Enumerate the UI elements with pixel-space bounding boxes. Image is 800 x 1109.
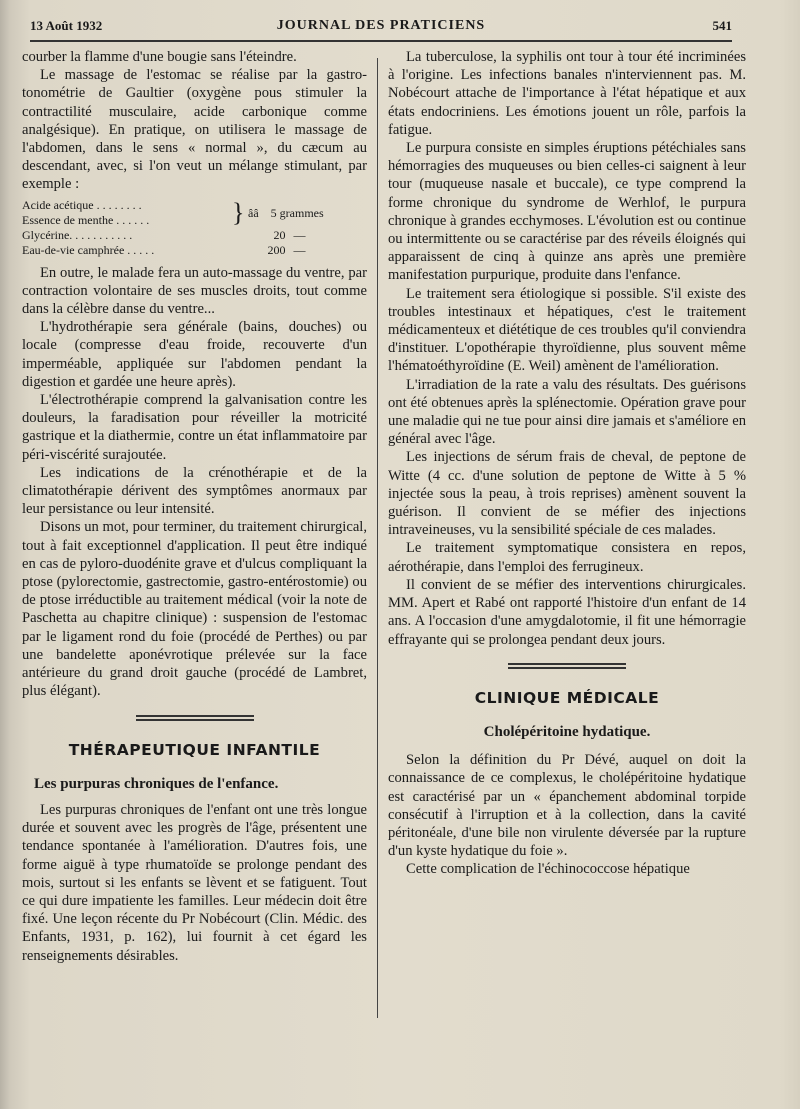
paragraph: Disons un mot, pour terminer, du traitement chirurgical, tout à fait exceptionnel d'application. Il peut être indiqué en cas de pyloro-duodénite grave et d'ulcus compliquant la ptose (pylorectomie, gastrectomie, gastro-entérostomie) ou de ptose irréductible au traitement médical (voir la note de Paschetta au chapitre clinique) : suspension de l'estomac par le ligament rond du foie (procédé de Perthes) ou par une bandelette aponévrotique prélevée sur la face antérieure du grand droit gauche (procédé de Lambret, plus élégant). [22, 519, 367, 700]
issue-date: 13 Août 1932 [30, 18, 103, 33]
recipe-quantity: 200 [267, 242, 286, 257]
recipe-unit: — [293, 227, 306, 242]
paragraph: Cette complication de l'échinococcose hépatique [406, 861, 690, 878]
subsection-title: Les purpuras chroniques de l'enfance. [34, 775, 279, 792]
recipe-ingredient: Glycérine. . . . . . . . . . . [22, 227, 133, 242]
recipe-shared-qty: ââ [248, 205, 259, 220]
paragraph: En outre, le malade fera un auto-massage du ventre, par contraction volontaire de ses muscles droits, tout comme dans la célèbre danse du ventre... [22, 264, 367, 318]
recipe-ingredient: Essence de menthe . . . . . . [22, 212, 150, 227]
recipe-quantity: 20 [273, 227, 286, 242]
paragraph: Le traitement sera étiologique si possible. S'il existe des troubles intestinaux et hépatiques, c'est le traitement médicamenteux et diététique de ces troubles qu'il conviendra d'instituer. L'opothérapie thyroïdienne, plus souvent même l'hématoéthyroïdine (E. Weil) amènent de l'amélioration. [388, 285, 746, 375]
section-separator [508, 663, 626, 669]
section-title: THÉRAPEUTIQUE INFANTILE [68, 740, 321, 759]
recipe-unit: — [293, 242, 306, 257]
paragraph: Le massage de l'estomac se réalise par la gastro-tonométrie de Gaultier (oxygène pous stimuler la contractilité musculaire, acide carbonique comme analgésique). En pratique, on utilisera le massage de l'abdomen, dans le sens « normal », du cæcum au descendant, avec, si l'on veut un mélange stimulant, par exemple : [22, 67, 367, 193]
paragraph: L'irradiation de la rate a valu des résultats. Des guérisons ont été obtenues après la splénectomie. Opération grave pour une maladie qui ne tue pour ainsi dire jamais et s'améliore en général avec l'âge. [388, 376, 746, 448]
subsection-title: Cholépéritoine hydatique. [483, 723, 651, 740]
paragraph: L'électrothérapie comprend la galvanisation contre les douleurs, la faradisation pour réveiller la motricité gastrique et la diathermie, contre un état inflammatoire par péri-viscérité surajoutée. [22, 392, 367, 463]
paragraph: Le traitement symptomatique consistera en repos, aérothérapie, dans l'emploi des ferrugineux. [388, 540, 746, 575]
journal-title: JOURNAL DES PRATICIENS [276, 18, 486, 33]
section-title: CLINIQUE MÉDICALE [474, 688, 660, 707]
paragraph: La tuberculose, la syphilis ont tour à tour été incriminées à l'origine. Les infections banales n'interviennent pas. M. Nobécourt attache de l'importance à l'état hépatique et aux états endocriniens. Les émotions jouent un rôle, parfois la fatigue. [388, 49, 746, 138]
right-column [388, 48, 746, 879]
paragraph: Les purpuras chroniques de l'enfant ont une très longue durée et souvent avec les progrès de l'âge, présentent une tendance spontanée à l'amélioration. D'autres fois, une forme aiguë à type rhumatoïde se prolonge pendant des mois, surtout si les enfants se lèvent et se fatiguent. Tout ce qui dure impatiente les familles. Leur médecin doit être fixé. Une leçon récente du Pr Nobécourt (Clin. Médic. des Enfants, 1931, p. 162), lui fournit à cet égard les renseignements désirables. [22, 801, 367, 964]
paragraph: Selon la définition du Pr Dévé, auquel on doit la connaissance de ce complexus, le cholépéritoine hydatique est caractérisé par un « épanchement abdominal torpide consécutif à l'irruption et à la collection, dans la cavité péritonéale, d'une bile non virulente déversée par la rupture d'un kyste hydatique du foie ». [388, 752, 746, 860]
brace-symbol: } [232, 197, 245, 227]
recipe-table [22, 198, 352, 258]
section-separator [136, 715, 254, 721]
recipe-shared-amount: 5 grammes [270, 205, 324, 220]
recipe-shared-quantity [248, 198, 324, 228]
paragraph: L'hydrothérapie sera générale (bains, douches) ou locale (compresse d'eau froide, recouverte d'un imperméable, appliquée sur l'abdomen pendant la digestion et gardée une heure après). [22, 319, 367, 390]
column-divider [377, 58, 378, 1018]
paragraph: courber la flamme d'une bougie sans l'éteindre. [22, 49, 297, 65]
page-header [30, 18, 732, 42]
paragraph: Le purpura consiste en simples éruptions pétéchiales sans hémorragies des muqueuses ou bien celles-ci saignent à leur tour (muqueuse nasale et buccale), ce type comprend la forme chronique du syndrome de Werhlof, le purpura chronique à grandes ecchymoses. L'évolution est ou continue ou intermittente ou se caractérise par des réveils éloignés qui apparaissent de cinq à quinze ans après une première manifestation purpurique, produite dans l'enfance. [388, 140, 746, 284]
page-number: 541 [712, 18, 732, 33]
paragraph: Il convient de se méfier des interventions chirurgicales. MM. Apert et Rabé ont rapporté l'histoire d'un enfant de 14 ans. A l'occasion d'une amygdalotomie, il fit une hémorragie effrayante qui se prolongea pendant deux jours. [388, 576, 746, 648]
paragraph: Les injections de sérum frais de cheval, de peptone de Witte (4 cc. d'une solution de peptone de Witte à 5 % injectée sous la peau, à trois reprises) amènent souvent la guérison. Il convient de se méfier des injections intraveineuses, vu la sensibilité spéciale de ces malades. [388, 449, 746, 539]
recipe-ingredient: Eau-de-vie camphrée . . . . . [22, 242, 155, 257]
left-column [22, 48, 367, 965]
recipe-ingredient: Acide acétique . . . . . . . . [22, 197, 142, 212]
paragraph: Les indications de la crénothérapie et de la climatothérapie dérivent des symptômes anormaux par leur persistance ou leur intensité. [22, 464, 367, 518]
